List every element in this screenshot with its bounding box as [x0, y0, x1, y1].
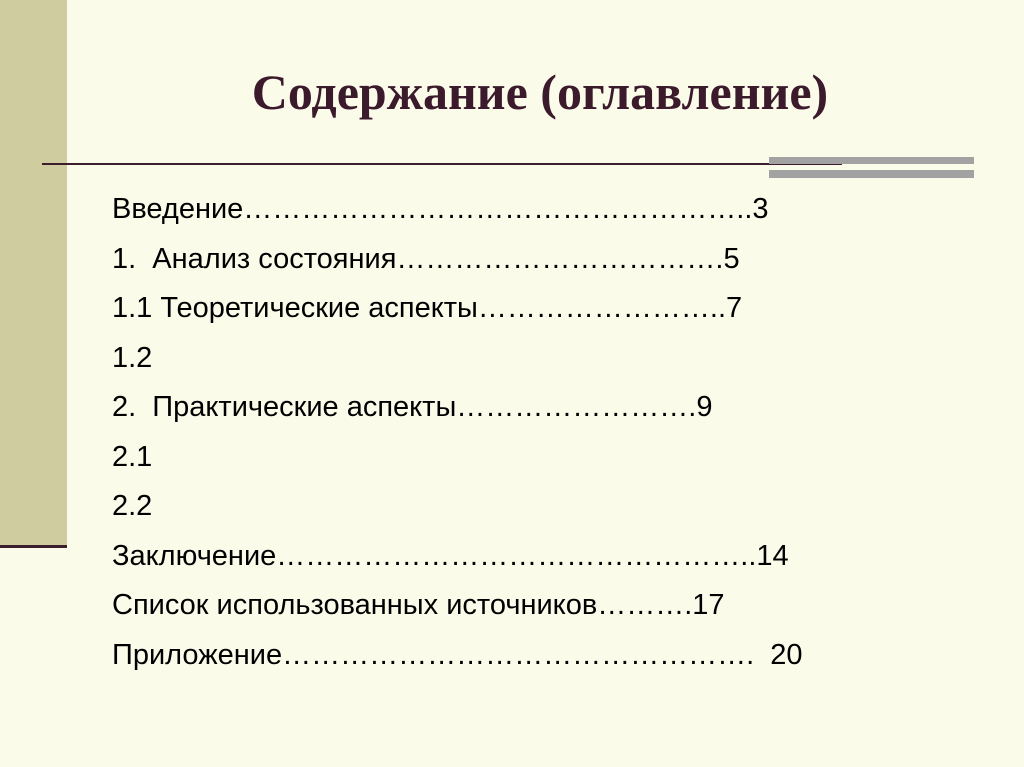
side-accent-line [0, 545, 67, 548]
divider-grey-bar-top [769, 157, 974, 164]
toc-item-references: Список использованных источников……….17 [112, 589, 725, 621]
toc-item-2-2: 2.2 [112, 490, 153, 522]
toc-item-introduction: Введение……………………………………………..3 [112, 193, 769, 225]
divider-grey-bar-bottom [769, 170, 974, 178]
title-divider-line [42, 163, 842, 165]
toc-item-appendix: Приложение…………………………………………. 20 [112, 638, 803, 671]
toc-item-conclusion: Заключение…………………………………………..14 [112, 539, 789, 572]
toc-item-1: 1. Анализ состояния…………………………….5 [112, 242, 740, 275]
slide-title: Содержание (оглавление) [251, 64, 829, 120]
table-of-contents [112, 185, 803, 680]
toc-item-2: 2. Практические аспекты…………………….9 [112, 391, 713, 423]
toc-item-1-2: 1.2 [112, 341, 153, 374]
toc-item-1-1: 1.1 Теоретические аспекты……………………..7 [112, 292, 743, 324]
toc-item-2-1: 2.1 [112, 440, 153, 473]
